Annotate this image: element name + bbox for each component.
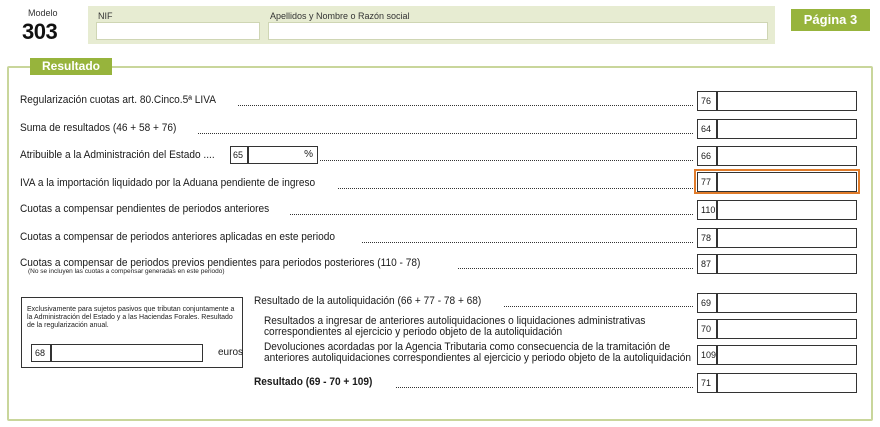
- row-label-64: Suma de resultados (46 + 58 + 76): [20, 122, 177, 134]
- code-109: 109: [697, 345, 717, 365]
- field-68[interactable]: [51, 344, 203, 362]
- row-87-note: (No se incluyen las cuotas a compensar generadas en este periodo): [28, 268, 225, 275]
- field-77[interactable]: [717, 172, 857, 192]
- row-label-69: Resultado de la autoliquidación (66 + 77 - 78 + 68): [254, 295, 482, 307]
- regularization-box: [21, 297, 243, 368]
- row-label-109-line2: anteriores autoliquidaciones correspondientes al ejercicio y periodo objeto de la autoliquidación: [264, 352, 692, 364]
- field-66[interactable]: [717, 146, 857, 166]
- taxpayer-header: [88, 6, 775, 44]
- field-87[interactable]: [717, 254, 857, 274]
- section-title: Resultado: [30, 58, 112, 75]
- leader-line: [198, 133, 693, 134]
- field-78[interactable]: [717, 228, 857, 248]
- model-label: Modelo: [28, 8, 58, 18]
- leader-line: [290, 214, 693, 215]
- leader-line: [338, 188, 693, 189]
- field-110[interactable]: [717, 200, 857, 220]
- leader-line: [504, 306, 693, 307]
- name-field[interactable]: [268, 22, 768, 40]
- code-69: 69: [697, 293, 717, 313]
- field-76[interactable]: [717, 91, 857, 111]
- code-66: 66: [697, 146, 717, 166]
- leader-line: [238, 105, 693, 106]
- leader-line: [320, 160, 693, 161]
- model-number: 303: [22, 19, 58, 44]
- code-65: 65: [230, 146, 248, 164]
- row-label-109-line1: Devoluciones acordadas por la Agencia Tributaria como consecuencia de la tramitación de: [264, 341, 671, 353]
- leader-line: [362, 242, 693, 243]
- row-label-66: Atribuible a la Administración del Estado ....: [20, 149, 215, 161]
- page-badge: Página 3: [791, 9, 870, 31]
- code-78: 78: [697, 228, 717, 248]
- field-71[interactable]: [717, 373, 857, 393]
- code-76: 76: [697, 91, 717, 111]
- code-87: 87: [697, 254, 717, 274]
- nif-field[interactable]: [96, 22, 260, 40]
- leader-line: [396, 387, 693, 388]
- field-64[interactable]: [717, 119, 857, 139]
- leader-line: [458, 268, 693, 269]
- code-70: 70: [697, 319, 717, 339]
- field-70[interactable]: [717, 319, 857, 339]
- row-label-78: Cuotas a compensar de periodos anteriores aplicadas en este periodo: [20, 231, 336, 243]
- code-68: 68: [31, 344, 51, 362]
- regularization-note: Exclusivamente para sujetos pasivos que tributan conjuntamente a la Administración del Estado y a las Haciendas Forales. Resultado de la regularización anual.: [27, 306, 235, 329]
- row-label-70-line1: Resultados a ingresar de anteriores autoliquidaciones o liquidaciones administrativas: [264, 315, 646, 327]
- code-71: 71: [697, 373, 717, 393]
- name-label: Apellidos y Nombre o Razón social: [270, 11, 410, 21]
- field-69[interactable]: [717, 293, 857, 313]
- row-label-70-line2: correspondientes al ejercicio y periodo objeto de la autoliquidación: [264, 326, 563, 338]
- field-109[interactable]: [717, 345, 857, 365]
- field-65-percent[interactable]: %: [248, 146, 318, 164]
- row-label-87: Cuotas a compensar de periodos previos pendientes para periodos posteriores (110 - 78): [20, 257, 421, 269]
- row-label-76: Regularización cuotas art. 80.Cinco.5ª LIVA: [20, 94, 216, 106]
- code-77: 77: [697, 172, 717, 192]
- model-block: [18, 8, 74, 46]
- row-label-71: Resultado (69 - 70 + 109): [254, 376, 373, 388]
- row-label-110: Cuotas a compensar pendientes de periodos anteriores: [20, 203, 270, 215]
- euros-label: euros: [218, 347, 244, 358]
- row-label-77: IVA a la importación liquidado por la Aduana pendiente de ingreso: [20, 177, 316, 189]
- code-64: 64: [697, 119, 717, 139]
- nif-label: NIF: [98, 11, 113, 21]
- code-110: 110: [697, 200, 717, 220]
